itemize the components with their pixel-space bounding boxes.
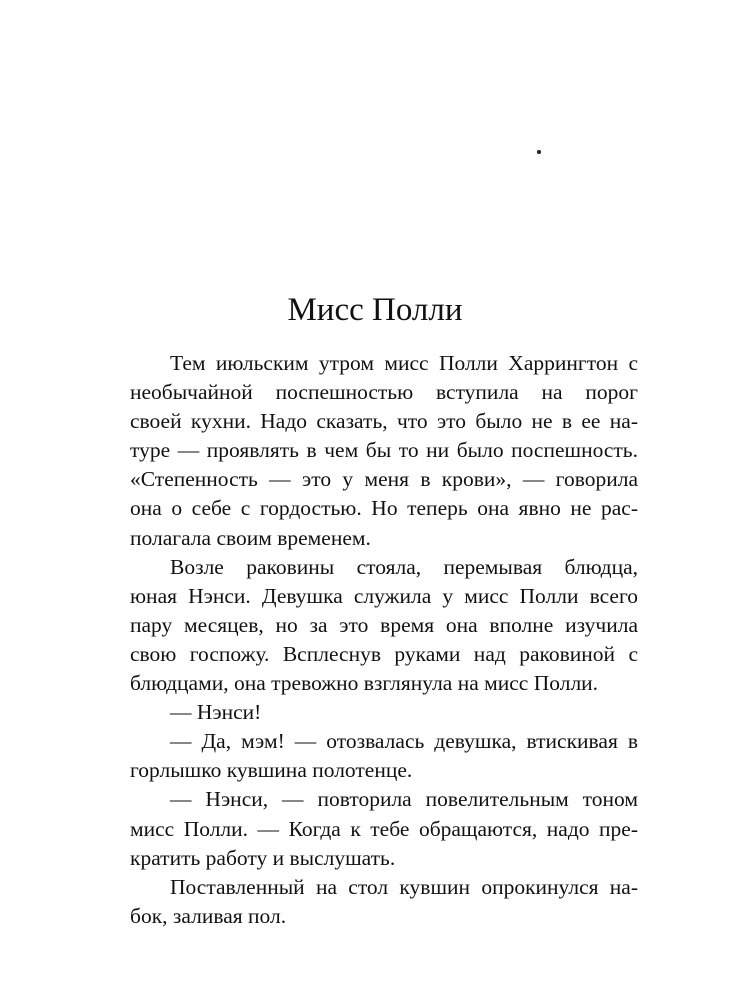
text-line: полагала своим временем. (130, 525, 371, 550)
text-line: — Да, мэм! — отозвалась девушка, втискивая в (170, 729, 638, 754)
paragraph-2 (130, 553, 638, 698)
text-line: Возле раковины стояла, перемывая блюдца, (170, 554, 638, 579)
text-line: свою госпожу. Всплеснув руками над раковиной с (130, 641, 638, 666)
paragraph-3 (130, 698, 638, 727)
paragraph-4 (130, 727, 638, 785)
text-line: Тем июльским утром мисс Полли Харрингтон с (170, 351, 638, 375)
text-line: туре — проявлять в чем бы то ни было поспешность. (130, 438, 638, 463)
text-line: — Нэнси! (170, 700, 262, 725)
text-line: — Нэнси, — повторила повелительным тоном (170, 787, 638, 812)
text-line: она о себе с гордостью. Но теперь она явно не рас- (130, 496, 638, 521)
text-line: бок, заливая пол. (130, 903, 287, 928)
text-line: блюдцами, она тревожно взглянула на мисс Полли. (130, 671, 599, 696)
paragraph-1 (130, 349, 638, 553)
text-line: необычайной поспешностью вступила на порог (130, 380, 638, 405)
paragraph-6 (130, 873, 638, 931)
body-text (130, 349, 638, 931)
text-line: юная Нэнси. Девушка служила у мисс Полли всего (130, 583, 638, 608)
paragraph-5 (130, 785, 638, 872)
text-line: горлышко кувшина полотенце. (130, 758, 413, 783)
text-line: пару месяцев, но за это время она вполне изучила (130, 612, 638, 637)
text-line: своей кухни. Надо сказать, что это было не в ее на- (130, 409, 638, 434)
text-line: «Степенность — это у меня в крови», — говорила (130, 467, 638, 492)
text-line: мисс Полли. — Когда к тебе обращаются, надо пре- (130, 816, 638, 841)
chapter-title: Мисс Полли (287, 292, 463, 328)
text-line: Поставленный на стол кувшин опрокинулся на- (170, 874, 638, 899)
ink-speck (537, 150, 541, 154)
text-line: кратить работу и выслушать. (130, 845, 396, 870)
